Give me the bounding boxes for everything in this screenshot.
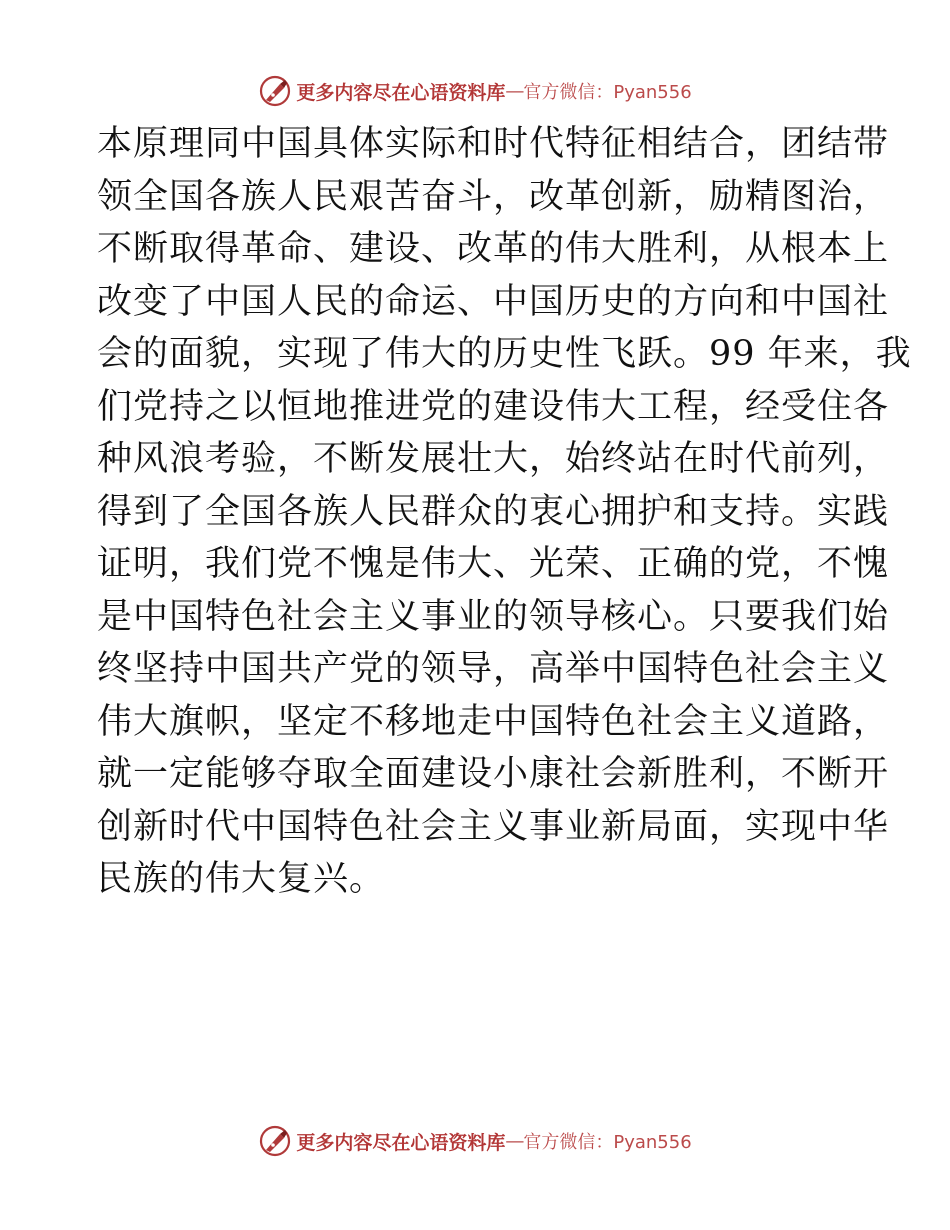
body-line: 改变了中国人民的命运、中国历史的方向和中国社 bbox=[97, 281, 890, 322]
body-line: 们党持之以恒地推进党的建设伟大工程，经受住各 bbox=[97, 386, 890, 427]
body-line: 伟大旗帜，坚定不移地走中国特色社会主义道路， bbox=[97, 701, 890, 742]
header-banner bbox=[0, 71, 950, 111]
header-lead-text: 更多内容尽在心语资料库 bbox=[296, 81, 506, 104]
body-line: 终坚持中国共产党的领导，高举中国特色社会主义 bbox=[97, 649, 890, 689]
header-dash: — bbox=[505, 80, 524, 102]
header-wechat-text: 官方微信：Pyan556 bbox=[523, 82, 692, 103]
document-body bbox=[97, 118, 912, 906]
body-line: 领全国各族人民艰苦奋斗，改革创新，励精图治， bbox=[97, 176, 890, 217]
body-line-last: 民族的伟大复兴。 bbox=[97, 859, 386, 899]
body-line: 会的面貌，实现了伟大的历史性飞跃。99 年来，我 bbox=[97, 334, 912, 374]
footer-banner bbox=[0, 1121, 950, 1161]
body-line: 种风浪考验，不断发展壮大，始终站在时代前列， bbox=[97, 439, 890, 479]
body-line: 创新时代中国特色社会主义事业新局面，实现中华 bbox=[97, 806, 890, 847]
footer-wechat-text: 官方微信：Pyan556 bbox=[523, 1132, 692, 1153]
body-line: 是中国特色社会主义事业的领导核心。只要我们始 bbox=[97, 596, 890, 637]
pen-nib-logo-icon bbox=[258, 74, 292, 108]
body-line: 本原理同中国具体实际和时代特征相结合，团结带 bbox=[97, 124, 890, 164]
footer-dash: — bbox=[505, 1130, 524, 1152]
pen-nib-logo-icon bbox=[258, 1124, 292, 1158]
body-line: 就一定能够夺取全面建设小康社会新胜利，不断开 bbox=[97, 754, 890, 794]
body-line: 不断取得革命、建设、改革的伟大胜利，从根本上 bbox=[97, 229, 890, 269]
body-line: 证明，我们党不愧是伟大、光荣、正确的党，不愧 bbox=[97, 544, 890, 584]
footer-lead-text: 更多内容尽在心语资料库 bbox=[296, 1131, 506, 1154]
body-line: 得到了全国各族人民群众的衷心拥护和支持。实践 bbox=[97, 491, 890, 532]
